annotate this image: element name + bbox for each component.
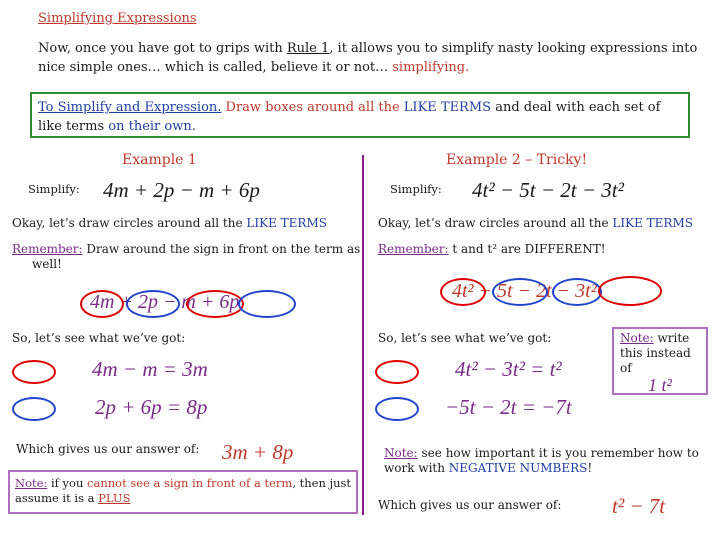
- example2-note2-end: !: [587, 461, 593, 475]
- example2-answer-label: Which gives us our answer of:: [378, 498, 562, 512]
- rule-own: on their own.: [108, 119, 196, 134]
- example1-note-d: PLUS: [98, 491, 131, 505]
- example1-step1-text: Okay, let’s draw circles around all the: [12, 216, 247, 230]
- example1-note-c: , then just assume it is a: [15, 476, 352, 505]
- circle-6p: [238, 290, 296, 318]
- example1-note-label: Note:: [15, 476, 48, 490]
- example1-note-box: [8, 470, 358, 514]
- example1-step1: [12, 216, 327, 231]
- intro-keyword: simplifying.: [392, 60, 470, 75]
- example2-step1: [378, 216, 693, 231]
- circle-m: [186, 290, 244, 318]
- example1-title: Example 1: [122, 152, 197, 168]
- page-title: Simplifying Expressions: [38, 11, 197, 26]
- rule-text-2: and deal with each set of like terms: [38, 100, 661, 134]
- column-divider: [362, 155, 364, 515]
- rule-like-terms: LIKE TERMS: [403, 100, 492, 115]
- legend-blue-ellipse: [12, 397, 56, 421]
- example1-answer: 3m + 8p: [222, 440, 294, 464]
- example2-step1-text: Okay, let’s draw circles around all the: [378, 216, 613, 230]
- intro-paragraph: [38, 39, 698, 77]
- example2-remember: [378, 242, 606, 257]
- legend-red-ellipse: [12, 360, 56, 384]
- rule-1-link[interactable]: Rule 1: [286, 41, 330, 56]
- circle-4m: [80, 290, 124, 318]
- example2-line2: −5t − 2t = −7t: [445, 395, 572, 419]
- example2-note-expression: 1 t²: [648, 375, 672, 395]
- example2-note2-text: see how important it is you remember how to work with: [384, 446, 699, 475]
- circle-2p: [126, 290, 180, 318]
- rule-text-1: Draw boxes around all the: [225, 100, 404, 115]
- circle-2t: [552, 278, 602, 306]
- legend-blue-ellipse-2: [375, 397, 419, 421]
- example2-note-label: Note:: [620, 331, 654, 345]
- example1-step1-like: LIKE TERMS: [246, 216, 327, 230]
- example2-remember-label: Remember:: [378, 242, 449, 256]
- example2-simplify-label: Simplify:: [390, 182, 442, 196]
- example2-sowhat: So, let’s see what we’ve got:: [378, 331, 552, 345]
- example1-remember-label: Remember:: [12, 242, 83, 256]
- example2-title: Example 2 – Tricky!: [446, 152, 588, 168]
- intro-text-1: Now, once you have got to grips with: [38, 41, 287, 56]
- example2-step1-like: LIKE TERMS: [612, 216, 693, 230]
- circle-4t2: [440, 278, 486, 306]
- example1-expression: 4m + 2p − m + 6p: [103, 178, 260, 202]
- example2-answer: t² − 7t: [612, 494, 666, 518]
- rule-box: [30, 92, 690, 138]
- rule-title: To Simplify and Expression.: [38, 100, 222, 115]
- example2-line1: 4t² − 3t² = t²: [455, 357, 562, 381]
- example2-remember-text: t and t² are DIFFERENT!: [448, 242, 606, 256]
- example1-note-b: cannot see a sign in front of a term: [87, 476, 293, 490]
- example2-note2-label: Note:: [384, 446, 418, 460]
- example1-simplify-label: Simplify:: [28, 182, 80, 196]
- example1-note-a: if you: [47, 476, 88, 490]
- example1-answer-label: Which gives us our answer of:: [16, 442, 200, 456]
- example2-expression: 4t² − 5t − 2t − 3t²: [472, 178, 624, 202]
- example2-note-text: write this instead of: [620, 331, 691, 375]
- circle-3t2: [598, 276, 662, 306]
- example2-circled-expression: 4t² − 5t − 2t − 3t²: [452, 280, 597, 302]
- legend-red-ellipse-2: [375, 360, 419, 384]
- example2-note2: [384, 446, 709, 476]
- circle-5t: [492, 278, 548, 306]
- example2-note-box: [612, 327, 708, 395]
- example2-note2-negative: NEGATIVE NUMBERS: [448, 461, 588, 475]
- intro-text-2: , it allows you to simplify nasty looking expressions into nice simple ones… which is called, believe it or not…: [38, 41, 698, 75]
- example1-circled-expression: 4m + 2p − m + 6p: [90, 291, 240, 313]
- example1-sowhat: So, let’s see what we’ve got:: [12, 331, 186, 345]
- example1-remember-text: Draw around the sign in front on the term as well!: [32, 242, 361, 271]
- example1-line1: 4m − m = 3m: [92, 357, 208, 381]
- example1-line2: 2p + 6p = 8p: [95, 395, 208, 419]
- example1-remember: [12, 242, 372, 272]
